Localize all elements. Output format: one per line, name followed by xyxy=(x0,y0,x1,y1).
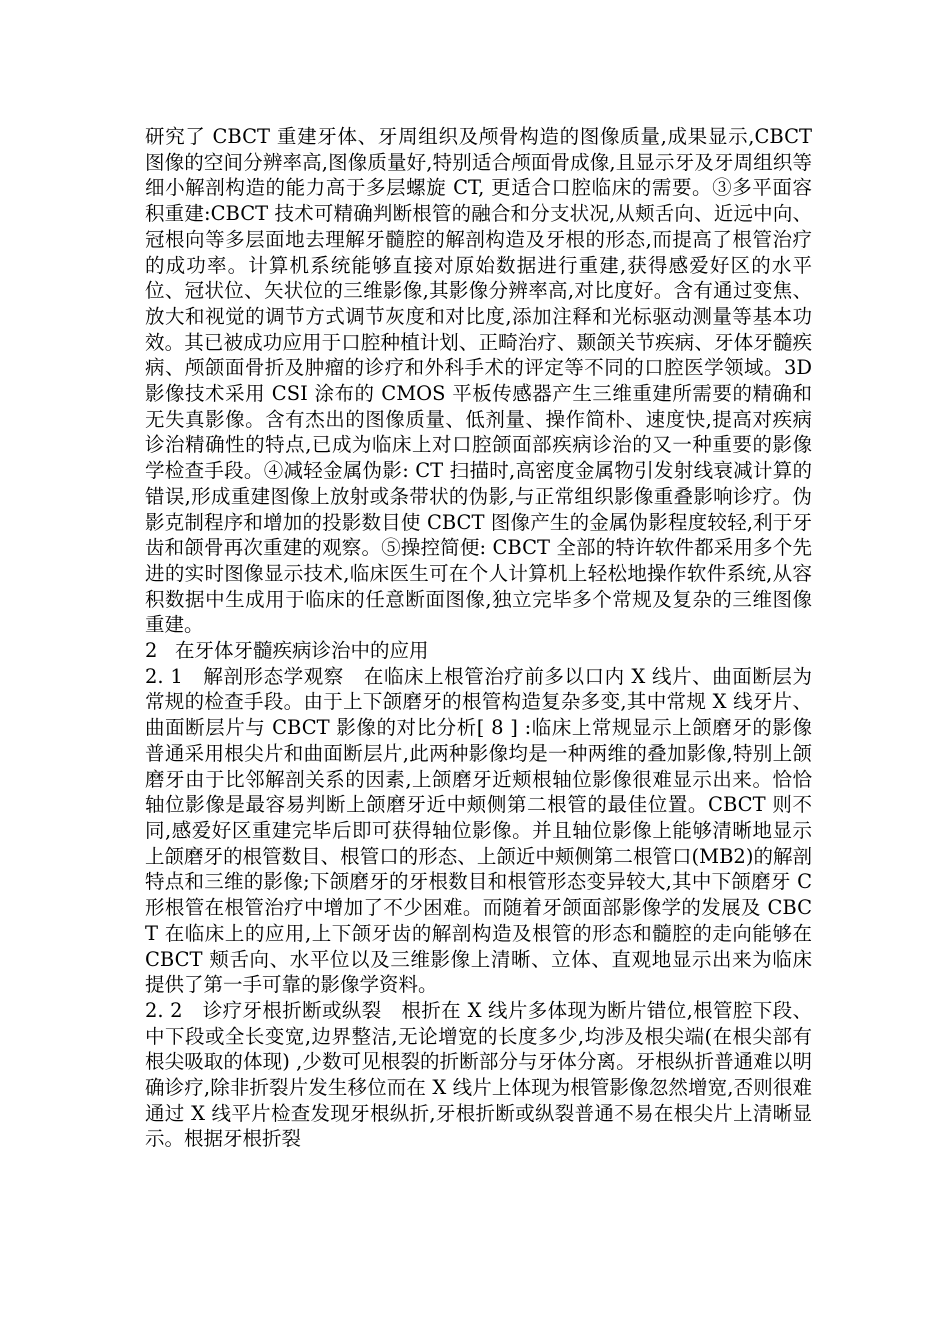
paragraph-cbct-advantages: 研究了 CBCT 重建牙体、牙周组织及颅骨构造的图像质量,成果显示,CBCT 图像的空间分辨率高,图像质量好,特别适合颅面骨成像,且显示牙及牙周组织等细小解剖构造的能力高于多层螺旋 CT, 更适合口腔临床的需要。③多平面容积重建:CBCT 技术可精确判断根管的融合和分支状况,从颊舌向、近远中向、冠根向等多层面地去理解牙髓腔的解剖构造及牙根的形态,而提高了根管治疗的成功率。计算机系统能够直接对原始数据进行重建,获得感爱好区的水平位、冠状位、矢状位的三维影像,其影像分辨率高,对比度好。含有通过变焦、放大和视觉的调节方式调节灰度和对比度,添加注释和光标驱动测量等基本功效。其已被成功应用于口腔种植计划、正畸治疗、颞颌关节疾病、牙体牙髓疾病、颅颌面骨折及肿瘤的诊疗和外科手术的评定等不同的口腔医学领域。3D 影像技术采用 CSI 涂布的 CMOS 平板传感器产生三维重建所需要的精确和无失真影像。含有杰出的图像质量、低剂量、操作简朴、速度快,提高对疾病诊治精确性的特点,已成为临床上对口腔颌面部疾病诊治的又一种重要的影像学检查手段。④减轻金属伪影: CT 扫描时,高密度金属物引发射线衰减计算的错误,形成重建图像上放射或条带状的伪影,与正常组织影像重叠影响诊疗。伪影克制程序和增加的投影数目使 CBCT 图像产生的金属伪影程度较轻,利于牙齿和颌骨再次重建的观察。⑤操控简便: CBCT 全部的特许软件都采用多个先进的实时图像显示技术,临床医生可在个人计算机上轻松地操作软件系统,从容积数据中生成用于临床的任意断面图像,独立完毕多个常规及复杂的三维图像重建。 xyxy=(145,125,812,637)
section-2-1-title: 解剖形态学观察 xyxy=(203,664,344,688)
section-2-title: 在牙体牙髓疾病诊治中的应用 xyxy=(175,639,429,663)
section-2-number: 2 xyxy=(145,639,158,663)
section-2-2-number: 2. 2 xyxy=(145,998,183,1022)
section-2-2-title: 诊疗牙根折断或纵裂 xyxy=(202,998,382,1022)
section-2-1-body: 在临床上根管治疗前多以口内 X 线片、曲面断层为常规的检查手段。由于上下颌磨牙的根管构造复杂多变,其中常规 X 线牙片、曲面断层片与 CBCT 影像的对比分析[ 8 ] :临床上常规显示上颌磨牙的影像普通采用根尖片和曲面断层片,此两种影像均是一种两维的叠加影像,特别上颌磨牙由于比邻解剖关系的因素,上颌磨牙近颊根轴位影像很难显示出来。恰恰轴位影像是最容易判断上颌磨牙近中颊侧第二根管的最佳位置。CBCT 则不同,感爱好区重建完毕后即可获得轴位影像。并且轴位影像上能够清晰地显示上颌磨牙的根管数目、根管口的形态、上颌近中颊侧第二根管口(MB2)的解剖特点和三维的影像;下颌磨牙的牙根数目和根管形态变异较大,其中下颌磨牙 C 形根管在根管治疗中增加了不少困难。而随着牙颌面部影像学的发展及 CBCT 在临床上的应用,上下颌牙齿的解剖构造及根管的形态和髓腔的走向能够在 CBCT 颊舌向、水平位以及三维影像上清晰、立体、直观地显示出来为临床提供了第一手可靠的影像学资料。 xyxy=(145,664,812,997)
section-2-1-number: 2. 1 xyxy=(145,664,183,688)
section-2-1-paragraph xyxy=(145,664,812,998)
section-2-heading xyxy=(145,638,812,664)
section-2-2-paragraph xyxy=(145,998,812,1152)
document-body xyxy=(145,124,812,1152)
section-2-2-body: 根折在 X 线片多体现为断片错位,根管腔下段、中下段或全长变宽,边界整洁,无论增宽的长度多少,均涉及根尖端(在根尖部有根尖吸取的体现) ,少数可见根裂的折断部分与牙体分离。牙根纵折普通难以明确诊疗,除非折裂片发生移位而在 X 线片上体现为根管影像忽然增宽,否则很难通过 X 线平片检查发现牙根纵折,牙根折断或纵裂普通不易在根尖片上清晰显示。根据牙根折裂 xyxy=(145,998,812,1151)
